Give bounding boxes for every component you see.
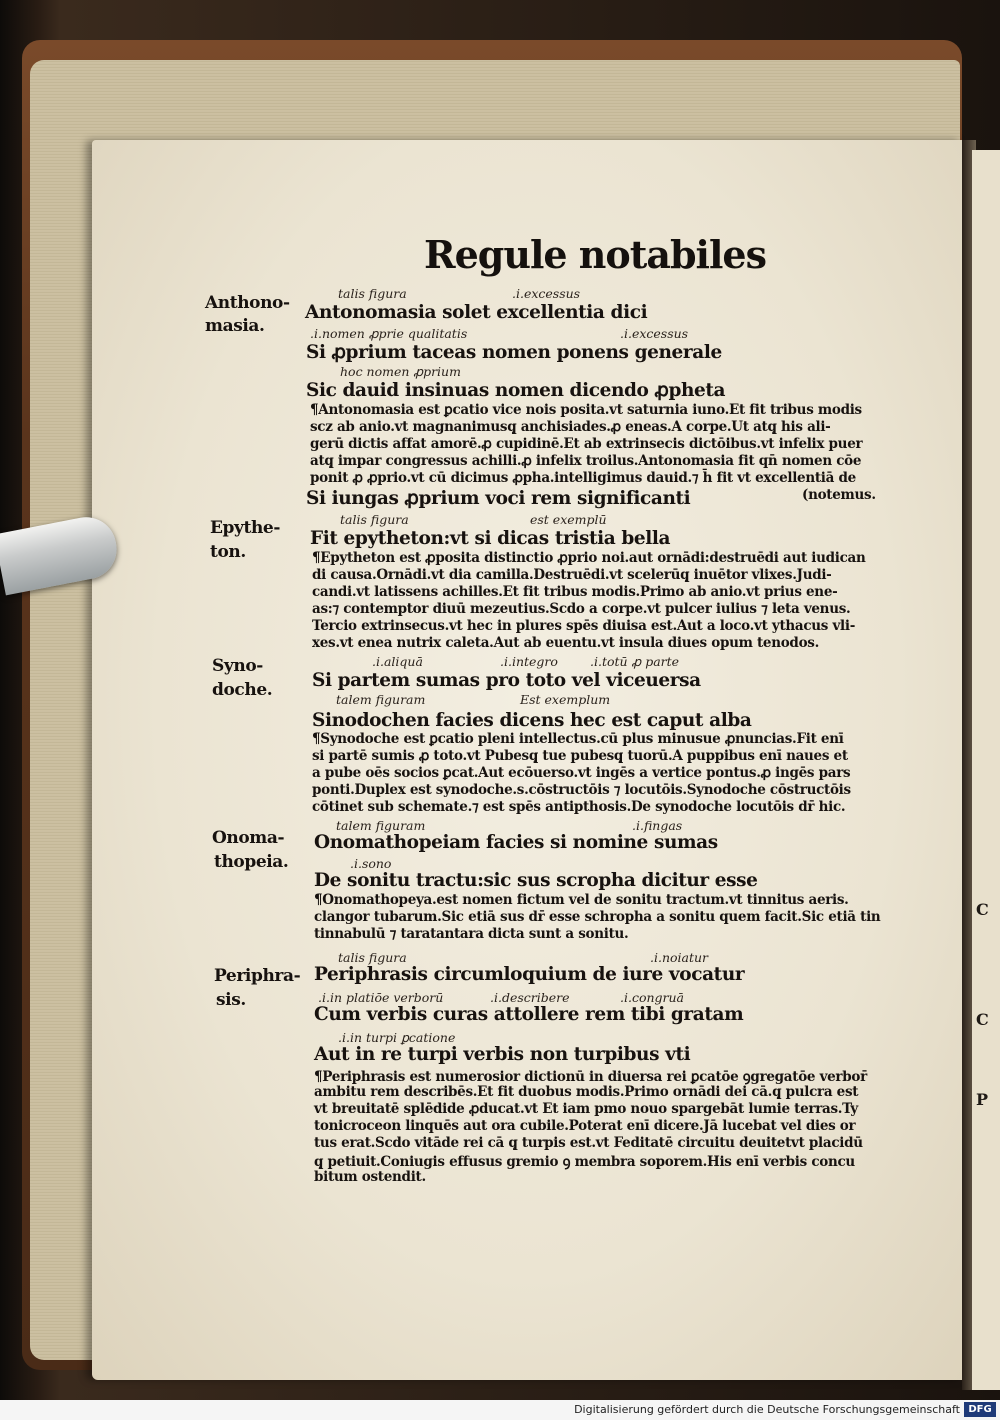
- verse-line: Cum verbis curas attollere rem tibi gratam: [314, 1004, 744, 1025]
- interlinear-gloss: Est exemplum: [520, 692, 611, 707]
- margin-note: Anthono-: [205, 293, 290, 313]
- interlinear-gloss: .i.in platiōe verborū: [318, 990, 444, 1005]
- verse-line: De sonitu tractu:sic sus scropha dicitur esse: [314, 870, 758, 891]
- page-title: Regule notabiles: [424, 232, 766, 277]
- commentary-line: ambitu rem describēs.Et fit duobus modis.Primo ornādi dei cā.q̨ pulcra est: [314, 1084, 859, 1100]
- interlinear-gloss: talem figuram: [336, 692, 426, 707]
- commentary-line: si partē sumis ꝓ toto.vt Pubesq̨ tue pubesq̨ tuorū.A puppibus enī naues et: [312, 748, 848, 764]
- interlinear-gloss: .i.sono: [350, 856, 392, 871]
- interlinear-gloss: .i.noiatur: [650, 950, 709, 965]
- interlinear-gloss: .i.excessus: [512, 286, 581, 301]
- commentary-line: scz ab anio.vt magnanimusq̨ anchisiades.ꝓ eneas.A corpe.Ut atq̨ his ali-: [310, 419, 831, 435]
- interlinear-gloss: .i.aliquā: [372, 654, 423, 669]
- interlinear-gloss: .i.in turpi ꝑcatione: [338, 1030, 456, 1045]
- commentary-line: ¶Antonomasia est ꝑcatio vice nois posita.vt saturnia iuno.Et fit tribus modis: [310, 402, 862, 418]
- commentary-line: q̨ petiuit.Coniugis effusus gremio ꝯ membra soporem.His enī verbis concu: [314, 1154, 855, 1170]
- commentary-line: as:⁊ contemptor diuū mezeutius.Scdo a corpe.vt pulcer iulius ⁊ leta venus.: [312, 601, 851, 617]
- dfg-logo: DFG: [964, 1402, 996, 1417]
- verse-line: Aut in re turpi verbis non turpibus vti: [314, 1044, 691, 1065]
- interlinear-gloss: .i.describere: [490, 990, 570, 1005]
- right-page-fragment: P: [976, 1090, 989, 1109]
- margin-note: ton.: [210, 542, 246, 562]
- commentary-line: clangor tubarum.Sic etiā sus dr̄ esse schropha a sonitu quem facit.Sic etiā tin: [314, 909, 881, 925]
- verse-line: Si partem sumas pro toto vel viceuersa: [312, 670, 701, 691]
- commentary-line: atq̨ impar congressus achilli.ꝓ infelix troilus.Antonomasia fit qn̄ nomen cōe: [310, 453, 862, 469]
- commentary-line: gerū dictis affat amorē.ꝓ cupidinē.Et ab extrinsecis dictōibus.vt infelix puer: [310, 436, 863, 452]
- right-page-fragment: C: [976, 900, 989, 919]
- margin-note: masia.: [205, 316, 265, 336]
- verse-line: Si ꝓprium taceas nomen ponens generale: [306, 342, 722, 363]
- interlinear-gloss: hoc nomen ꝓprium: [340, 364, 461, 379]
- interlinear-gloss: talem figuram: [336, 818, 426, 833]
- verse-line: Si iungas ꝓprium voci rem significanti: [306, 488, 691, 509]
- verse-line: Onomathopeiam facies si nomine sumas: [314, 832, 718, 853]
- interlinear-gloss: .i.congruā: [620, 990, 685, 1005]
- margin-note: Onoma-: [212, 828, 285, 848]
- commentary-line: a pube oēs socios ꝑcat.Aut ecōuerso.vt ingēs a vertice pontus.ꝓ ingēs pars: [312, 765, 851, 781]
- right-page-fragment: C: [976, 1010, 989, 1029]
- commentary-line: bitum ostendit.: [314, 1169, 426, 1185]
- verse-line: Periphrasis circumloquium de iure vocatur: [314, 964, 745, 985]
- interlinear-gloss: .i.excessus: [620, 326, 689, 341]
- commentary-line: tinnabulū ⁊ taratantara dicta sunt a sonitu.: [314, 926, 629, 942]
- verse-line: Antonomasia solet excellentia dici: [305, 302, 648, 323]
- commentary-line: ¶Epytheton est ꝓposita distinctio ꝓprio noi.aut ornādi:destruēdi aut iudican: [312, 550, 866, 566]
- interlinear-gloss: .i.integro: [500, 654, 558, 669]
- footer-bar: [0, 1400, 1000, 1420]
- commentary-line: ¶Periphrasis est numerosior dictionū in diuersa rei ꝑcatōe ꝯgregatōe verbor̄: [314, 1069, 867, 1085]
- commentary-line: di causa.Ornādi.vt dia camilla.Destruēdi.vt scelerūq̨ inuētor vlixes.Judi-: [312, 567, 832, 583]
- interlinear-gloss: talis figura: [340, 512, 409, 527]
- interlinear-gloss: est exemplū: [530, 512, 607, 527]
- verse-line: Sic dauid insinuas nomen dicendo ꝓpheta: [306, 380, 726, 401]
- interlinear-gloss: .i.totū ꝓ parte: [590, 654, 680, 669]
- interlinear-gloss: talis figura: [338, 286, 407, 301]
- margin-note: Periphra-: [214, 966, 301, 986]
- commentary-line: tonicroceon linquēs aut ora cubile.Poterat enī dicere.Jā lucebat vel dies or: [314, 1118, 856, 1134]
- commentary-line: ponit ꝓ ꝓprio.vt cū dicimus ꝓpha.intelligimus dauid.⁊ h̄ fit vt excellentiā de: [310, 470, 856, 486]
- interlinear-gloss: .i.nomen ꝓprie qualitatis: [310, 326, 468, 341]
- commentary-line: vt breuitatē splēdide ꝓducat.vt Et iam pmo nouo spargebāt lumie terras.Ty: [314, 1101, 858, 1117]
- margin-note: Syno-: [212, 656, 263, 676]
- commentary-line: Tercio extrinsecus.vt hec in plures spēs diuisa est.Aut a loco.vt ythacus vli-: [312, 618, 856, 634]
- verse-line: Fit epytheton:vt si dicas tristia bella: [310, 528, 671, 549]
- commentary-line: ¶Synodoche est ꝑcatio pleni intellectus.cū plus minusue ꝓnuncias.Fit enī: [312, 731, 844, 747]
- interlinear-gloss: .i.fingas: [632, 818, 683, 833]
- commentary-line: cōtinet sub schemate.⁊ est spēs antipthosis.De synodoche locutōis dr̄ hic.: [312, 799, 846, 815]
- commentary-line: candi.vt latissens achilles.Et fit tribus modis.Primo ab anio.vt prius ene-: [312, 584, 838, 600]
- commentary-line: ponti.Duplex est synodoche.s.cōstructōis ⁊ locutōis.Synodoche cōstructōis: [312, 782, 851, 798]
- interlinear-gloss: talis figura: [338, 950, 407, 965]
- commentary-line: ¶Onomathopeya.est nomen fictum vel de sonitu tractum.vt tinnitus aeris.: [314, 892, 849, 908]
- right-page-edge: [972, 150, 1000, 1390]
- verse-line: Sinodochen facies dicens hec est caput alba: [312, 710, 752, 731]
- commentary-line: tus erat.Scdo vitāde rei cā q̨ turpis est.vt Feditatē circuitu deuitetvt placidū: [314, 1135, 863, 1151]
- margin-note: Epythe-: [210, 518, 281, 538]
- margin-note: doche.: [212, 680, 273, 700]
- margin-note: thopeia.: [214, 852, 289, 872]
- footer-credit: Digitalisierung gefördert durch die Deutsche Forschungsgemeinschaft: [574, 1403, 960, 1416]
- commentary-line: (notemus.: [802, 487, 876, 503]
- margin-note: sis.: [216, 990, 246, 1010]
- commentary-line: xes.vt enea nutrix caleta.Aut ab euentu.vt insula diues opum tenodos.: [312, 635, 819, 651]
